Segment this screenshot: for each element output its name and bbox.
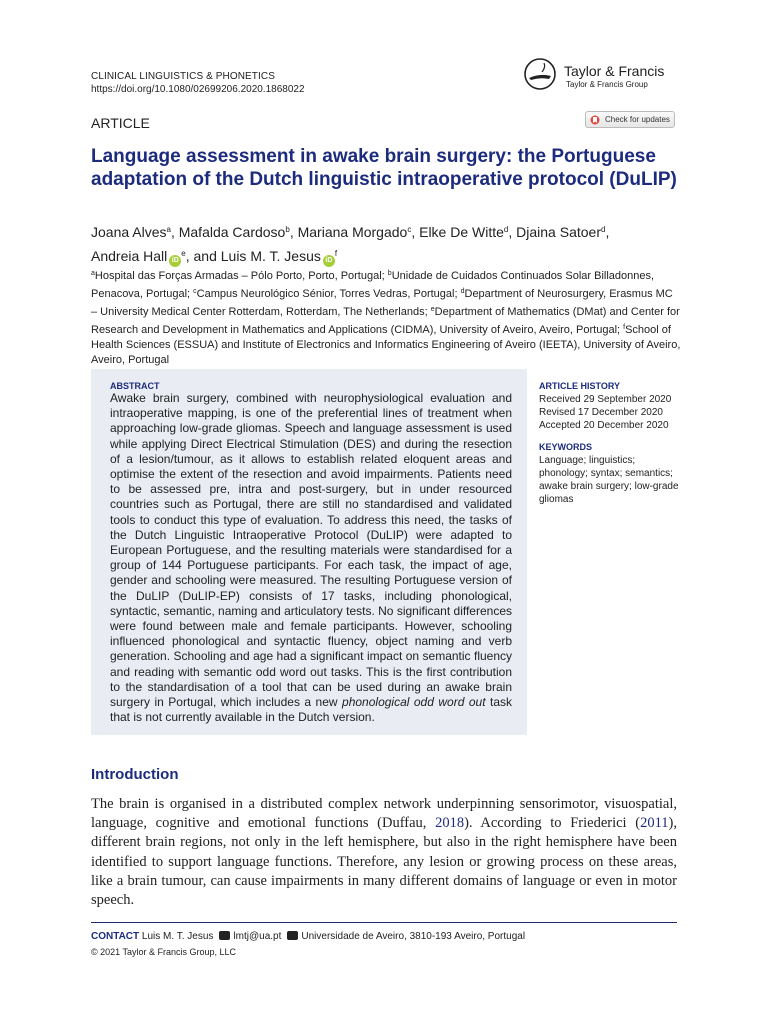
author-separator: , (411, 224, 416, 240)
author-affiliation-mark: d (503, 225, 509, 234)
lamp-icon (520, 58, 560, 90)
affiliation-key: a (91, 270, 95, 277)
author-separator: , (508, 224, 513, 240)
publisher-group: Taylor & Francis Group (566, 80, 648, 89)
affiliation-text: Department of Neurosurgery, Erasmus MC – University Medical Center Rotterdam, Rotterdam, The Netherlands; (91, 288, 673, 318)
affiliation-text: Unidade de Cuidados Continuados Solar Billadonnes, Penacova, Portugal; (91, 270, 655, 300)
contact-email[interactable]: lmtj@ua.pt (233, 931, 282, 942)
author-affiliation-mark: c (407, 225, 412, 234)
author-separator: , (605, 224, 610, 240)
abstract-label: ABSTRACT (110, 381, 160, 391)
orcid-icon[interactable]: iD (169, 255, 181, 267)
author-affiliation-mark: b (285, 225, 290, 234)
address-icon (287, 931, 298, 940)
affiliation-key: d (460, 288, 465, 295)
affiliation-key: e (430, 306, 435, 313)
revised-date: Revised 17 December 2020 (539, 407, 663, 418)
copyright: © 2021 Taylor & Francis Group, LLC (91, 947, 237, 957)
publisher-name: Taylor & Francis (564, 63, 665, 79)
keywords-label: KEYWORDS (539, 442, 593, 452)
author-affiliation-mark: f (334, 249, 338, 258)
article-history-label: ARTICLE HISTORY (539, 381, 621, 391)
orcid-icon[interactable]: iD (323, 255, 335, 267)
affiliations (91, 266, 681, 368)
introduction-paragraph (91, 795, 677, 910)
author-name: Mariana Morgado (297, 224, 408, 240)
author-separator: , (185, 248, 190, 264)
contact-label: CONTACT (91, 931, 140, 942)
affiliation-key: c (193, 288, 197, 295)
footer-divider (91, 922, 677, 923)
citation-link[interactable]: 2018 (435, 815, 465, 832)
check-updates-button[interactable] (585, 111, 675, 128)
contact-line (91, 930, 525, 943)
accepted-date: Accepted 20 December 2020 (539, 420, 669, 431)
citation-link[interactable]: 2011 (640, 815, 669, 832)
email-icon (219, 931, 230, 940)
intro-text-part: ). According to Friederici ( (464, 815, 641, 832)
author-separator: , (170, 224, 175, 240)
doi-link[interactable]: https://doi.org/10.1080/02699206.2020.1868022 (91, 84, 305, 95)
affiliation-key: f (623, 324, 626, 331)
journal-name: CLINICAL LINGUISTICS & PHONETICS (91, 71, 275, 82)
author-name: Joana Alves (91, 224, 167, 240)
affiliation-text: Department of Mathematics (DMat) and Center for Research and Development in Mathematics and Applications (CIDMA), University of Aveiro, Aveiro, Portugal; (91, 306, 680, 336)
intro-text-part: ), different brain regions, not only in the left hemisphere, but also in the right hemisphere have been identified to support language functions. Therefore, any lesion or growing process on these areas, like a brain tumour, can cause impairments in many different domains of language or even in motor speech. (91, 815, 678, 909)
author-list (91, 219, 691, 267)
section-heading-introduction: Introduction (91, 766, 179, 783)
author-name: Mafalda Cardoso (178, 224, 286, 240)
abstract-body: Awake brain surgery, combined with neurophysiological evaluation and intraoperative mapping, is one of the preferential lines of treatment when approaching low-grade gliomas. Speech and language assessment is used while applying Direct Electrical Stimulation (DES) and during the resection of a lesion/tumour, as it allows to establish related eloquent areas and optimise the extent of the resection and avoid impairments. Patients need to be assessed pre, intra and post-surgery, but in under resourced countries such as Portugal, there are still no standardised and validated tools to conduct this type of evaluation. To address this need, the tasks of the Dutch Linguistic Intraoperative Protocol (DuLIP) were adapted to European Portuguese, and the resulting materials were standardised for a group of 144 Portuguese participants. For each task, the impact of age, gender and schooling were measured. The resulting Portuguese version of the DuLIP (DuLIP-EP) consists of 17 tasks, including phonological, syntactic, semantic, naming and articulatory tests. No significant differences were found between male and female participants. However, schooling influenced phonological and syntactic fluency, object naming and verb generation. Schooling and age had a significant impact on semantic fluency and reading with semantic odd word out tasks. This is the first contribution to the standardisation of a tool that can be used during an awake brain surgery in Portugal, which includes a new (110, 391, 512, 710)
author-separator: , (289, 224, 294, 240)
abstract-ending: task that is not currently available in the Dutch version. (110, 695, 513, 725)
abstract-italic-term: phonological odd word out (342, 695, 486, 710)
received-date: Received 29 September 2020 (539, 394, 672, 405)
check-updates-label: Check for updates (605, 115, 670, 124)
author-name: Djaina Satoer (516, 224, 601, 240)
affiliation-text: Hospital das Forças Armadas – Pólo Porto, Porto, Portugal; (94, 270, 385, 282)
author-name: Elke De Witte (419, 224, 504, 240)
article-type: ARTICLE (91, 115, 150, 131)
publisher-logo (520, 58, 680, 94)
keywords-text: Language; linguistics; phonology; syntax; semantics; awake brain surgery; low-grade gliomas (539, 455, 679, 505)
intro-text-part: The brain is organised in a distributed complex network underpinning sensorimotor, visuospatial, language, cognitive and emotional functions (Duffau, (91, 796, 677, 832)
author-name: Andreia Hall (91, 248, 168, 264)
contact-address: Universidade de Aveiro, 3810-193 Aveiro, Portugal (301, 931, 526, 942)
article-title: Language assessment in awake brain surgery: the Portuguese adaptation of the Dutch linguistic intraoperative protocol (DuLIP) (91, 146, 677, 190)
author-affiliation-mark: e (181, 249, 186, 258)
affiliation-text: School of Health Sciences (ESSUA) and Institute of Electronics and Informatics Engineering of Aveiro (IEETA), University of Aveiro, Aveiro, Portugal (91, 324, 681, 366)
bookmark-check-icon (590, 115, 600, 125)
author-affiliation-mark: d (600, 225, 606, 234)
affiliation-text: Campus Neurológico Sénior, Torres Vedras, Portugal; (196, 288, 458, 300)
author-name: Luis M. T. Jesus (220, 248, 321, 264)
contact-name: Luis M. T. Jesus (141, 931, 214, 942)
author-conjunction: and (193, 248, 217, 264)
abstract-text (110, 391, 512, 725)
affiliation-key: b (387, 270, 392, 277)
author-affiliation-mark: a (166, 225, 171, 234)
